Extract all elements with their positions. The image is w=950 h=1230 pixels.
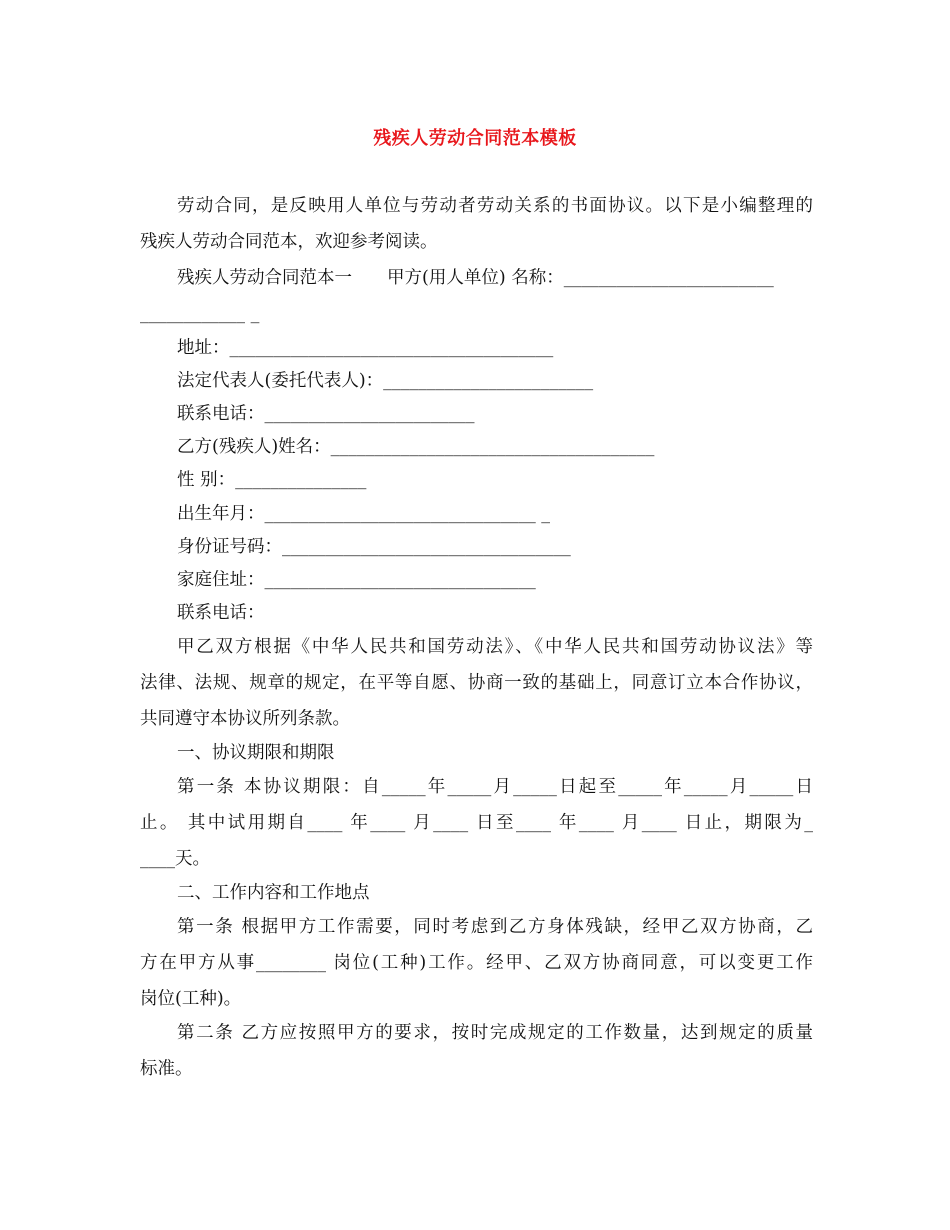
paragraph-line: 第二条 乙方应按照甲方的要求，按时完成规定的工作数量，达到规定的质量 [177,1023,813,1043]
paragraph-line: 残疾人劳动合同范本，欢迎参考阅读。 [140,232,438,252]
paragraph-line: ____________ _ [140,304,260,324]
form-field-address: 地址：_____________________________________ [177,338,554,358]
form-field-phone-2: 联系电话： [177,603,265,623]
paragraph-line: 法律、法规、规章的规定，在平等自愿、协商一致的基础上，同意订立本合作协议， [140,673,813,693]
paragraph-line: 标准。 [140,1059,193,1079]
section-heading: 一、协议期限和期限 [177,743,335,763]
form-field-home-address: 家庭住址：_______________________________ [177,570,536,590]
form-field-phone: 联系电话：________________________ [177,404,475,424]
paragraph-line: 甲乙双方根据《中华人民共和国劳动法》、《中华人民共和国劳动协议法》等 [177,637,813,657]
paragraph-line: 第一条 本协议期限：自_____年_____月_____日起至_____年_____月_____日 [177,777,813,797]
section-heading: 二、工作内容和工作地点 [177,883,370,903]
form-field-gender: 性 别：_______________ [177,470,367,490]
form-field-id-number: 身份证号码：_________________________________ [177,537,571,557]
paragraph-line: 共同遵守本协议所列条款。 [140,709,350,729]
paragraph-line: 岗位(工种)。 [140,989,242,1009]
paragraph-line: 方在甲方从事________ 岗位(工种)工作。经甲、乙双方协商同意，可以变更工作 [140,953,813,973]
paragraph-line: ____天。 [140,849,210,869]
paragraph-line: 第一条 根据甲方工作需要，同时考虑到乙方身体残缺，经甲乙双方协商，乙 [177,917,813,937]
paragraph-line: 止。 其中试用期自____ 年____ 月____ 日至____ 年____ 月____ 日止，期限为_ [140,813,813,833]
form-field-birth-date: 出生年月：_______________________________ _ [177,504,551,524]
document-title: 残疾人劳动合同范本模板 [373,128,577,149]
form-field-legal-representative: 法定代表人(委托代表人)：________________________ [177,371,594,391]
form-field-name: 乙方(残疾人)姓名：_____________________________________ [177,437,655,457]
paragraph-line: 残疾人劳动合同范本一 甲方(用人单位) 名称：________________________ [177,268,774,288]
paragraph-line: 劳动合同，是反映用人单位与劳动者劳动关系的书面协议。以下是小编整理的 [177,196,813,216]
